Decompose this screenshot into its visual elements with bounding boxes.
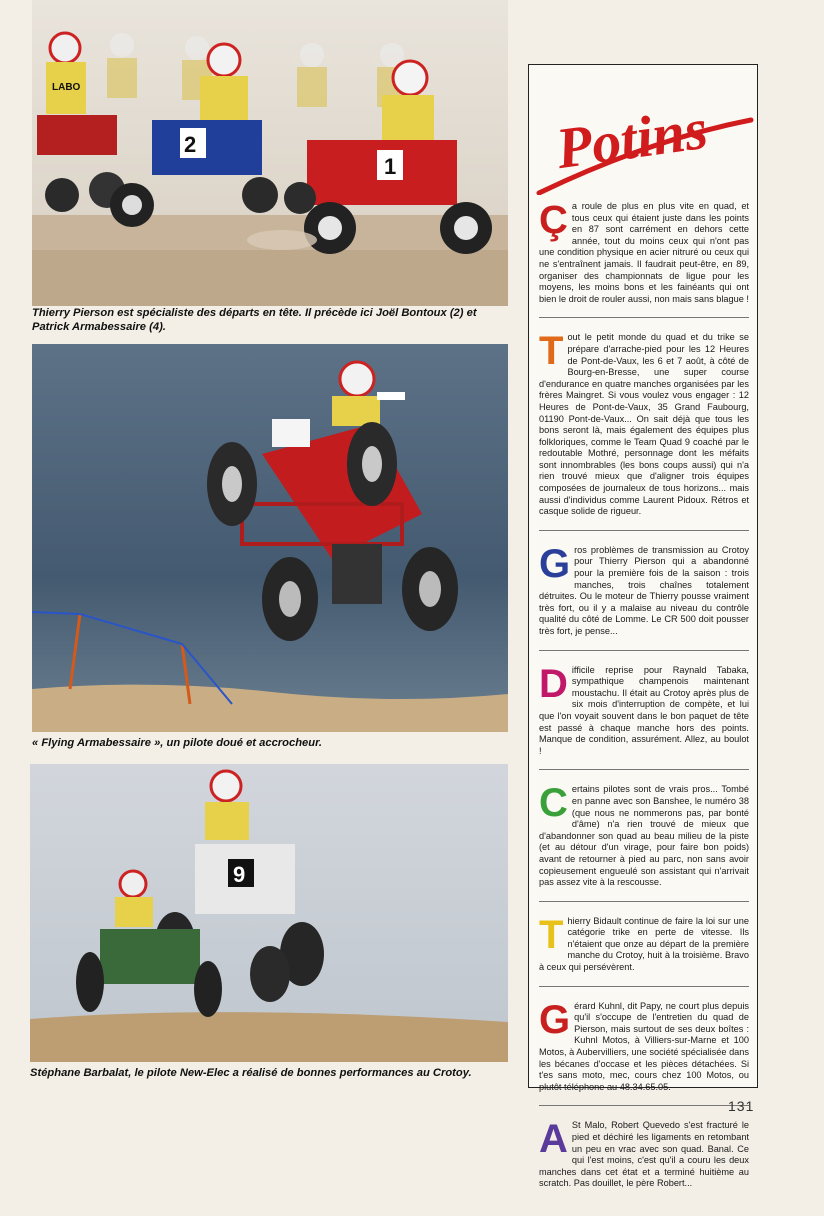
bib-number-9: 9 xyxy=(233,862,246,887)
jump-photo xyxy=(32,344,508,732)
middle-photo-caption: « Flying Armabessaire », un pilote doué et accrocheur. xyxy=(32,737,322,749)
dropcap: T xyxy=(539,329,564,374)
entry-text: St Malo, Robert Quevedo s'est fracturé le pied et déchiré les ligaments en retombant un peu en vrac avec son quad. Banal. Ce qui l'est moins, c'est qu'il a couru les deux manches dans cet état et a terminé huitième au scratch. Pas douillet, le père Robert... xyxy=(539,1120,749,1189)
potins-entry xyxy=(539,997,749,1107)
entry-text: hierry Bidault continue de faire la loi sur une catégorie trike en perte de vitesse. Ils n'étaient que onze au départ de la première manche du Crotoy, huit à la troisième. Bravo à ceux qui persévèrent. xyxy=(539,915,749,973)
bib-number-1: 1 xyxy=(384,154,397,179)
dropcap: D xyxy=(539,661,568,706)
potins-logo xyxy=(529,65,759,195)
jersey-logo-text: LABO xyxy=(52,82,81,93)
entry-text: ifficile reprise pour Raynald Tabaka, sympathique champenois maintenant moustachu. Il était au Crotoy après plus de six mois d'interruption de compète, et lui que l'on voyait souvent dans le bon paquet de tête est passé à chaque manche hors des points. Manque de condition, assurément. Allez, au boulot ! xyxy=(539,664,749,756)
entry-text: out le petit monde du quad et du trike se prépare d'arrache-pied pour les 12 Heures de Pont-de-Vaux, les 6 et 7 août, à côté de Bourg-en-Bresse, une super course d'endurance en quatre manches organisées par les frères Maingret. Si vous voulez vous engager : 12 Heures de Pont-de-Vaux, 35 Grand Faubourg, 01190 Pont-de-Vaux... On sait déjà que tous les bons seront là, mais également des équipes plus folkloriques, comme le Team Quad 9 coaché par le redoutable Mothré, personnage dont les méfaits sont innombrables (les bons coups aussi) qui n'a rien trouvé mieux que d'aligner trois équipes composées de journaleux de tous horizons... mais aussi d'individus comme Laurent Pidoux. Rétros et casque solide de rigueur. xyxy=(539,332,749,517)
bib-number-2: 2 xyxy=(184,132,197,157)
potins-entry xyxy=(539,198,749,318)
top-photo-caption: Thierry Pierson est spécialiste des départs en tête. Il précède ici Joël Bontoux (2) et Patrick Armabessaire (4). xyxy=(32,307,477,333)
start-line-photo xyxy=(32,0,508,306)
entry-text: ertains pilotes sont de vrais pros... Tombé en panne avec son Banshee, le numéro 38 (que nous ne nommerons pas, par bonté d'âme) n'a rien trouvé de mieux que d'abandonner son quad au beau milieu de la piste (et au détour d'un virage, pour faire bon poids) avant de retourner à pied au parc, non sans avoir copieusement engueulé son assistant qui n'arrivait pas assez vite à la rescousse. xyxy=(539,784,749,888)
entry-text: ros problèmes de transmission au Crotoy pour Thierry Pierson qui a abandonné pour la première fois de la saison : trois manches, trois chaînes totalement détruites. Ou le moteur de Thierry pousse vraiment très fort, ou il y a malaise au niveau du contrôle qualité du côté de Lomme. Le CR 500 doit pousser très fort, je pense... xyxy=(539,544,749,636)
dropcap: C xyxy=(539,781,568,826)
bottom-photo-caption: Stéphane Barbalat, le pilote New-Elec a réalisé de bonnes performances au Crotoy. xyxy=(30,1067,472,1079)
potins-entry xyxy=(539,541,749,651)
duel-jump-photo xyxy=(30,764,508,1062)
potins-title: Potins xyxy=(552,95,712,182)
potins-entry xyxy=(539,781,749,901)
dropcap: Ç xyxy=(539,198,568,242)
entry-text: érard Kuhnl, dit Papy, ne court plus depuis qu'il s'occupe de l'entretien du quad de Pierson, mais surtout de ses deux boîtes : Kuhnl Motos, à Villiers-sur-Marne et 100 Motos, à Aubervilliers, une société spécialisée dans les bécanes d'occase et les pièces détachées. Si t'es sans moto, mec, cours chez 100 Motos, ou plutôt téléphone au 48.34.65.05. xyxy=(539,1000,749,1092)
entry-text: a roule de plus en plus vite en quad, et tous ceux qui étaient juste dans les points en 87 sont carrément en dehors cette année, tout du moins ceux qui n'ont pas une condition physique en acier nitruré ou ceux qui ne s'entraînent jamais. Il faudrait peut-être, en 89, organiser des championnats de ligue pour les moyens, les moins bons et les fainéants qui ont bien le droit de rouler aussi, non mais sans blague ! xyxy=(539,201,749,304)
potins-entry xyxy=(539,661,749,771)
dropcap: T xyxy=(539,912,564,957)
page-number: 131 xyxy=(728,1098,755,1114)
dropcap: A xyxy=(539,1117,568,1162)
potins-entry xyxy=(539,329,749,531)
dropcap: G xyxy=(539,997,571,1042)
potins-entry xyxy=(539,912,749,987)
dropcap: G xyxy=(539,541,571,586)
potins-entries xyxy=(539,198,749,1216)
potins-entry xyxy=(539,1117,749,1202)
